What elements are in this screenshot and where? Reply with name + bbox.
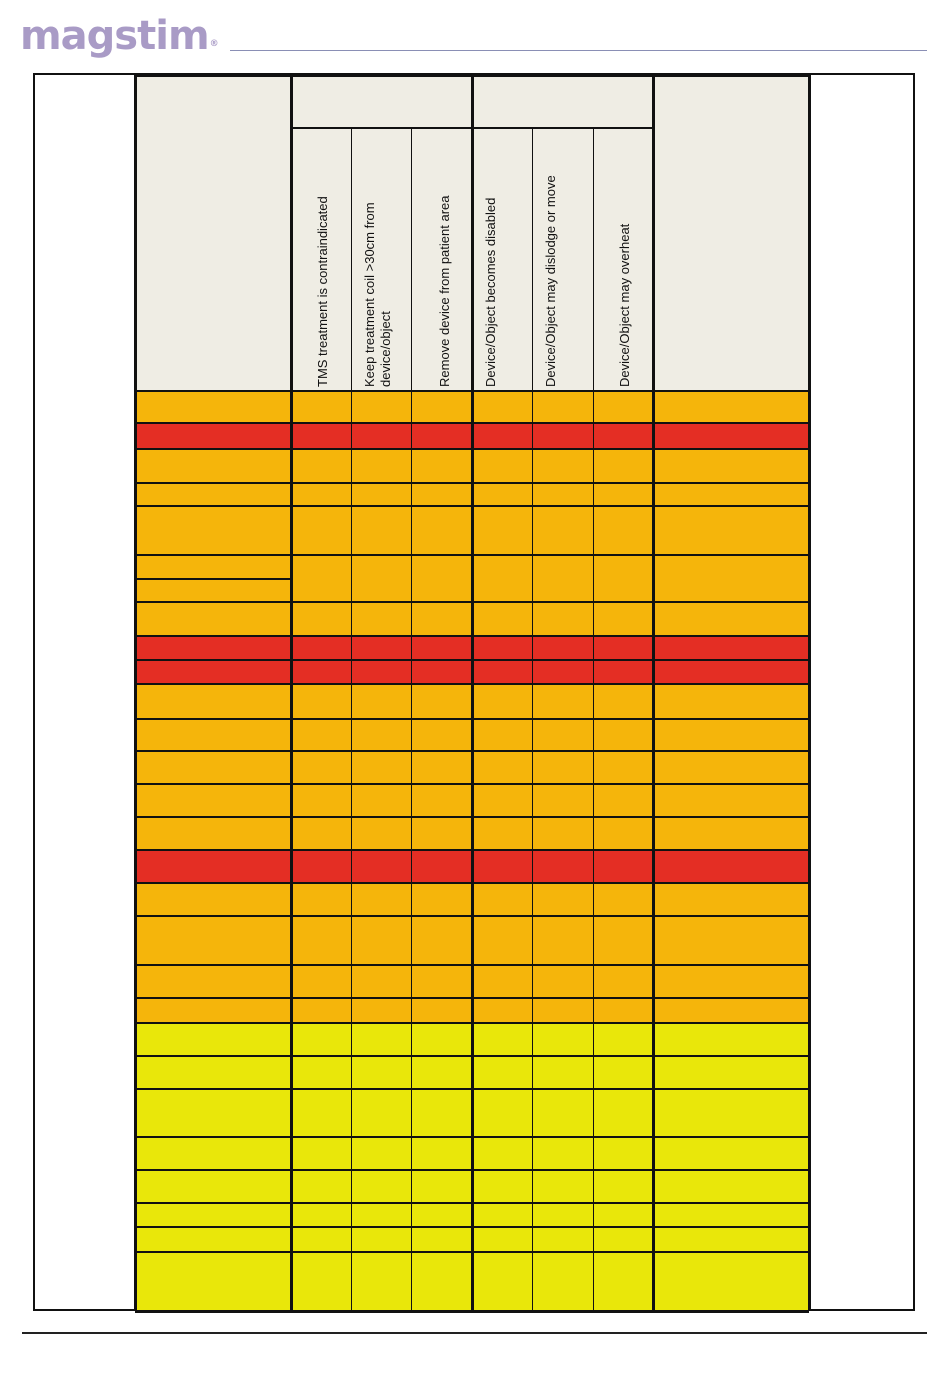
table-rule: [471, 75, 474, 1311]
table-rule: [135, 1022, 809, 1024]
table-rule: [135, 578, 291, 580]
table-rule: [135, 683, 809, 685]
table-rule: [135, 816, 809, 818]
col-header-contraindicated: TMS treatment is contraindicated: [315, 196, 330, 387]
table-rule: [135, 849, 809, 851]
table-rule: [135, 718, 809, 720]
table-rule: [290, 75, 293, 1311]
footer-rule: [22, 1332, 927, 1334]
col-header-may-dislodge: Device/Object may dislodge or move: [543, 175, 558, 387]
table-rule: [135, 422, 809, 424]
table-rule: [135, 750, 809, 752]
table-rule: [135, 1310, 809, 1313]
table-rule: [808, 75, 811, 1311]
header-rule: [230, 50, 927, 51]
col-header-may-overheat: Device/Object may overheat: [617, 223, 632, 387]
magstim-logo: magstim®: [20, 13, 219, 59]
table-rule: [652, 75, 655, 1311]
col-header-becomes-disabled: Device/Object becomes disabled: [483, 197, 498, 387]
table-rule: [135, 1202, 809, 1204]
table-rule: [135, 1055, 809, 1057]
table-rule: [135, 783, 809, 785]
table-rule: [135, 554, 809, 556]
col-header-keep-distance: Keep treatment coil >30cm from device/object: [362, 202, 393, 387]
table-rule: [135, 882, 809, 884]
table-rule: [135, 482, 809, 484]
table-rule: [135, 659, 809, 661]
col-header-remove-device: Remove device from patient area: [437, 195, 452, 387]
table-rule: [135, 1251, 809, 1253]
table-rule: [135, 997, 809, 999]
table-rule: [135, 1226, 809, 1228]
compatibility-table: [135, 75, 809, 1311]
table-rule: [134, 75, 137, 1311]
table-rule: [135, 964, 809, 966]
table-rule: [135, 635, 809, 637]
table-rule: [135, 601, 809, 603]
table-rule: [135, 915, 809, 917]
table-rule: [135, 1136, 809, 1138]
table-rule: [135, 1169, 809, 1171]
table-rule: [135, 448, 809, 450]
table-rule: [135, 1088, 809, 1090]
table-rule: [135, 505, 809, 507]
